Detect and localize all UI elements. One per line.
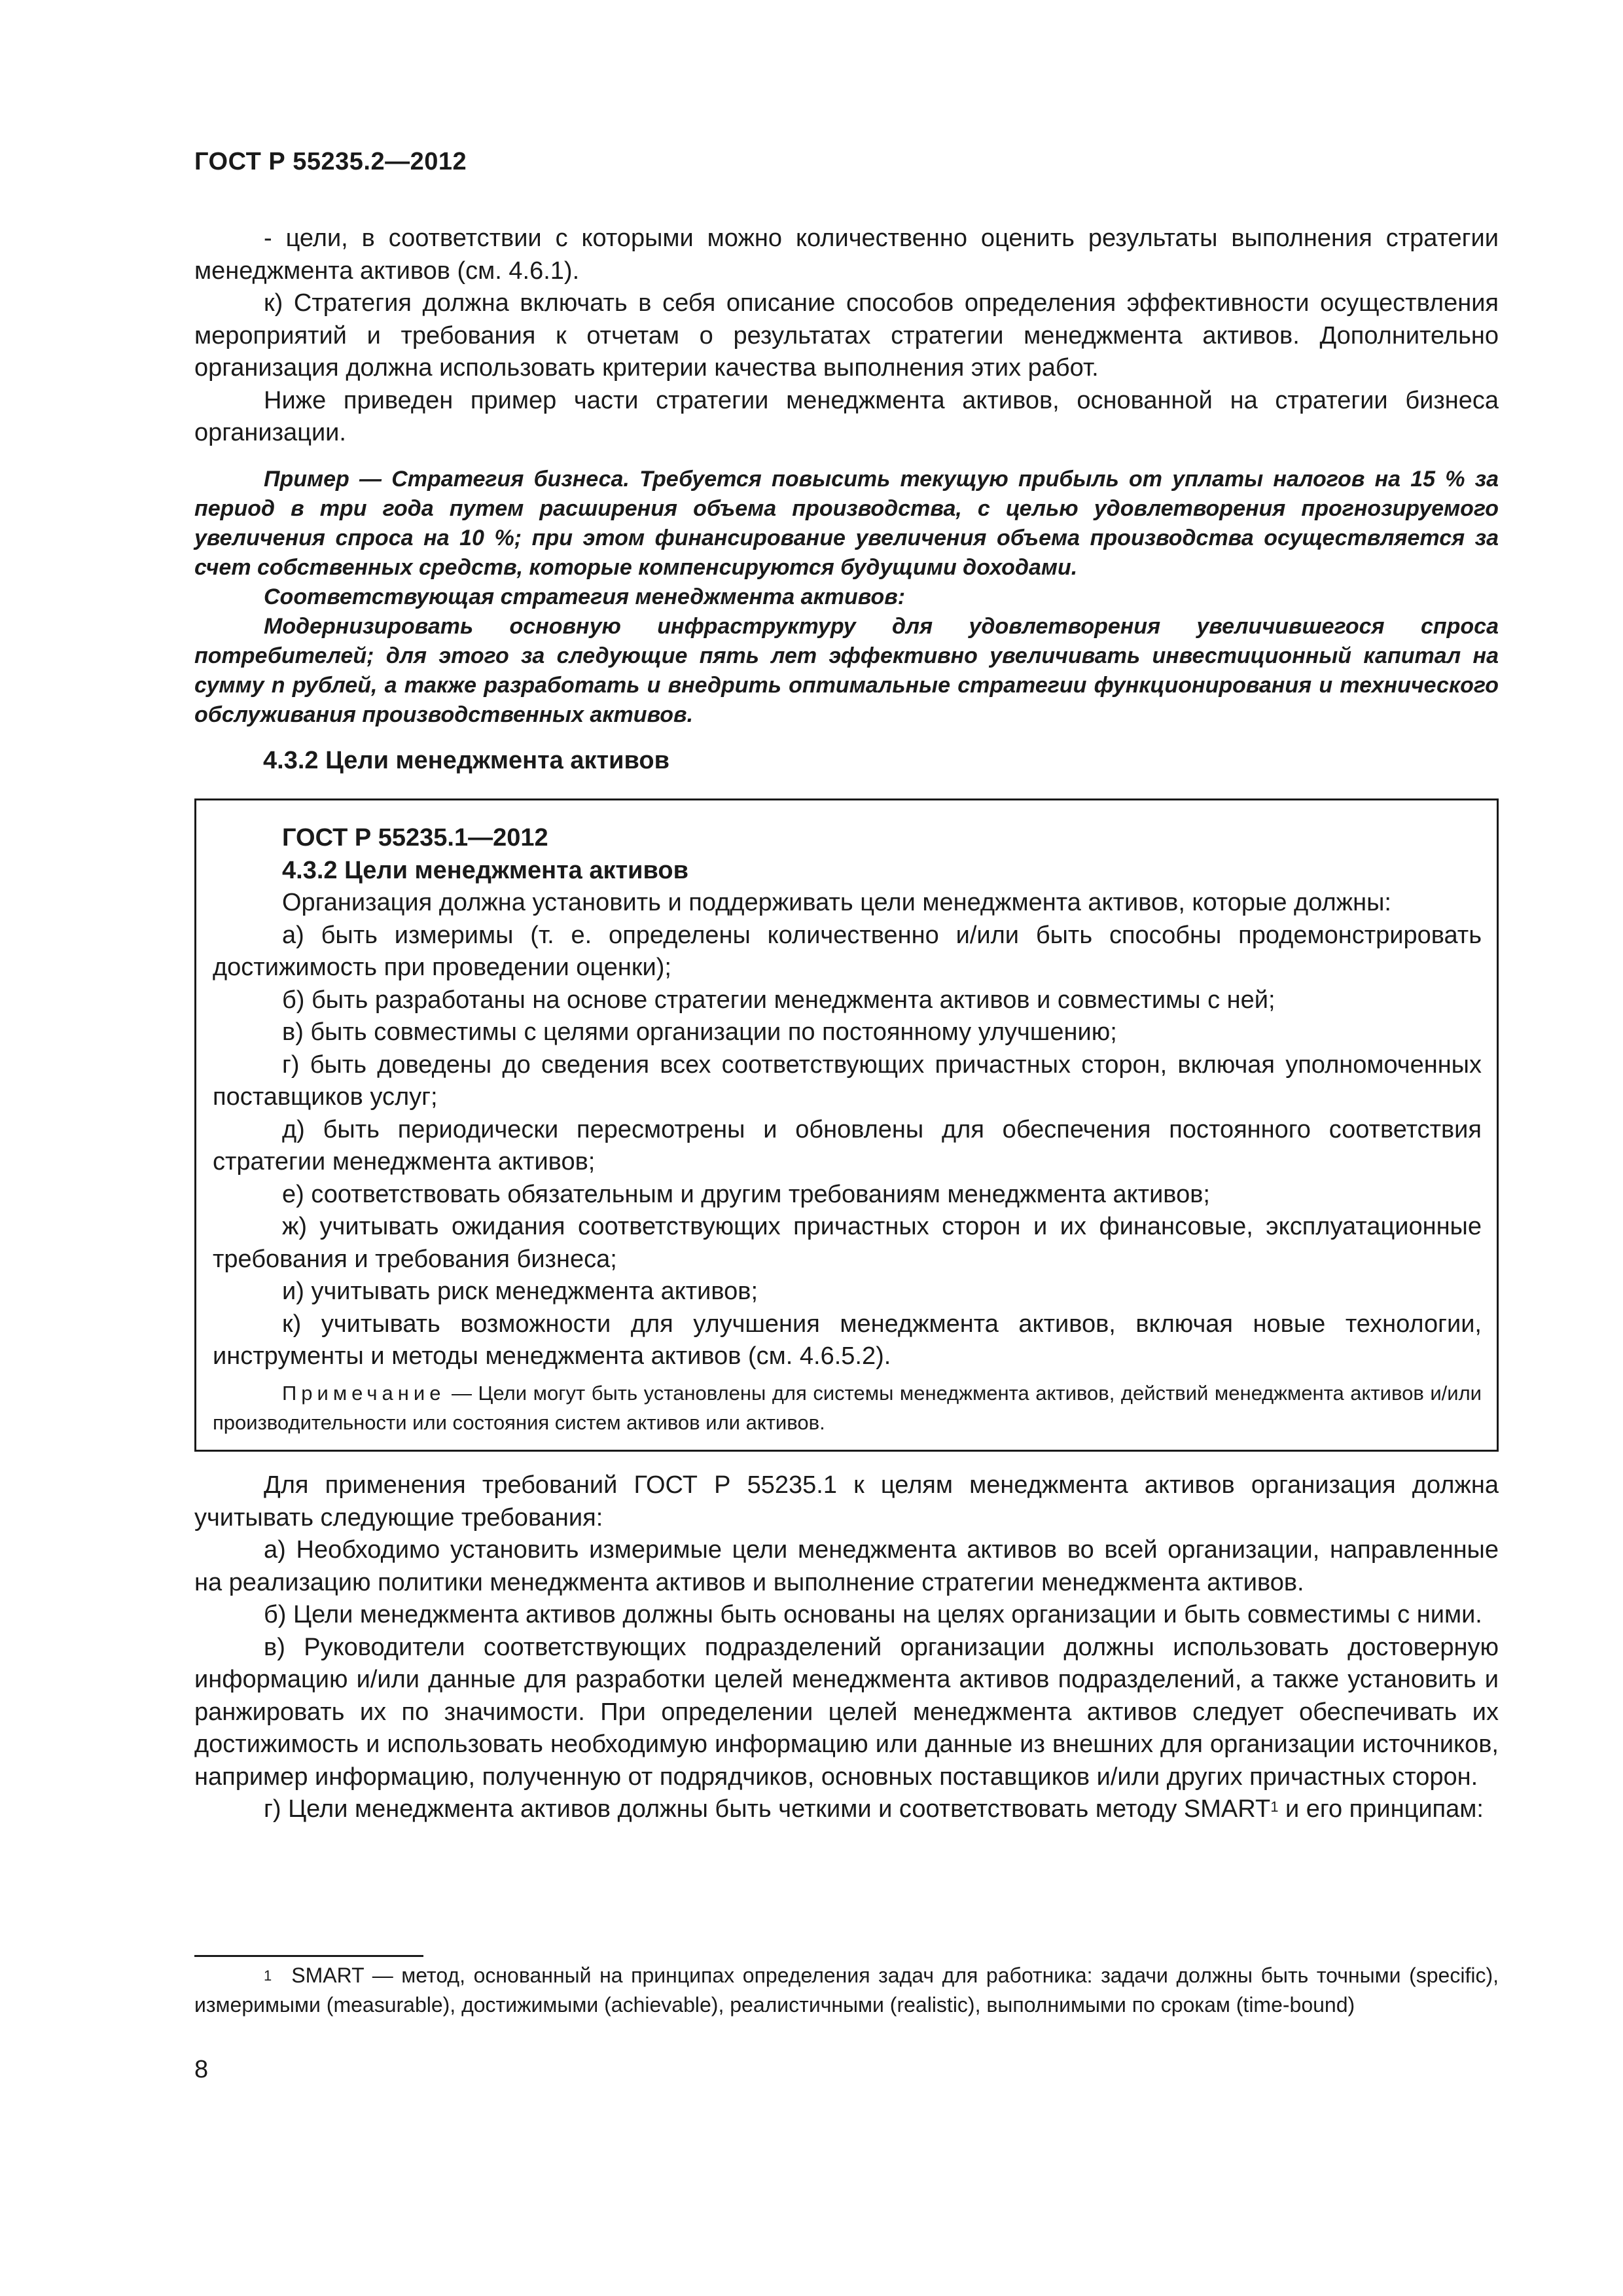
box-item: в) быть совместимы с целями организации по постоянному улучшению; xyxy=(282,1018,1117,1046)
intro-paragraph-1: - цели, в соответствии с которыми можно количественно оценить результаты выполнения стратегии менеджмента активов (см. 4.6.1). xyxy=(194,224,1499,285)
box-ref-heading: 4.3.2 Цели менеджмента активов xyxy=(282,856,688,884)
intro-paragraph-3: Ниже приведен пример части стратегии менеджмента активов, основанной на стратегии бизнеса организации. xyxy=(194,386,1499,446)
requirements-p5-tail: и его принципам: xyxy=(1278,1795,1484,1823)
intro-paragraph-2: к) Стратегия должна включать в себя описание способов определения эффективности осуществления мероприятий и требования к отчетам о результатах стратегии менеджмента активов. Дополнительно организация должна использовать критерии качества выполнения этих работ. xyxy=(194,289,1499,382)
box-item: Организация должна установить и поддерживать цели менеджмента активов, которые должны: xyxy=(282,889,1391,916)
reference-box xyxy=(194,798,1499,1452)
requirements-paragraph-1: Для применения требований ГОСТ Р 55235.1 к целям менеджмента активов организация должна учитывать следующие требования: xyxy=(194,1471,1499,1532)
requirements-p5-main: г) Цели менеджмента активов должны быть четкими и соответствовать методу SMART xyxy=(264,1795,1271,1823)
requirements-text xyxy=(194,1469,1499,1826)
note-label: Примечание xyxy=(282,1381,446,1405)
page-number: 8 xyxy=(194,2056,209,2083)
box-item: д) быть периодически пересмотрены и обновлены для обеспечения постоянного соответствия стратегии менеджмента активов; xyxy=(213,1115,1482,1175)
requirements-paragraph-5 xyxy=(194,1793,1499,1826)
section-heading: 4.3.2 Цели менеджмента активов xyxy=(263,747,669,774)
box-item: е) соответствовать обязательным и другим требованиям менеджмента активов; xyxy=(282,1180,1210,1208)
example-paragraph-2: Соответствующая стратегия менеджмента активов: xyxy=(264,584,906,609)
footnote-divider xyxy=(194,1955,423,1957)
standard-header: ГОСТ Р 55235.2—2012 xyxy=(194,148,467,175)
box-item: и) учитывать риск менеджмента активов; xyxy=(282,1278,758,1305)
box-note xyxy=(213,1378,1482,1437)
box-ref-standard: ГОСТ Р 55235.1—2012 xyxy=(282,824,548,852)
box-item: ж) учитывать ожидания соответствующих причастных сторон и их финансовые, эксплуатационные требования и требования бизнеса; xyxy=(213,1213,1482,1273)
footnote-mark: 1 xyxy=(264,1967,272,1984)
reference-box-content xyxy=(213,822,1482,1437)
box-item: г) быть доведены до сведения всех соответствующих причастных сторон, включая уполномоченных поставщиков услуг; xyxy=(213,1050,1482,1111)
box-item: б) быть разработаны на основе стратегии менеджмента активов и совместимы с ней; xyxy=(282,986,1275,1014)
requirements-paragraph-3: б) Цели менеджмента активов должны быть основаны на целях организации и быть совместимы с ними. xyxy=(264,1601,1482,1628)
example-paragraph-1: Пример — Стратегия бизнеса. Требуется повысить текущую прибыль от уплаты налогов на 15 % за период в три года путем расширения объема производства, с целью удовлетворения прогнозируемого увеличения спроса на 10 %; при этом финансирование увеличения объема производства осуществляется за счет собственных средств, которые компенсируются будущими доходами. xyxy=(194,467,1499,580)
footnote-text: SMART — метод, основанный на принципах определения задач для работника: задачи должны быть точными (specific), измеримыми (measurable), достижимыми (achievable), реалистичными (realistic), выполнимыми по срокам (time-bound) xyxy=(194,1964,1499,2017)
requirements-paragraph-2: а) Необходимо установить измеримые цели менеджмента активов во всей организации, направленные на реализацию политики менеджмента активов и выполнение стратегии менеджмента активов. xyxy=(194,1536,1499,1596)
intro-text xyxy=(194,223,1499,450)
footnote-paragraph xyxy=(194,1961,1499,2020)
box-item: к) учитывать возможности для улучшения менеджмента активов, включая новые технологии, инструменты и методы менеджмента активов (см. 4.6.5.2). xyxy=(213,1310,1482,1370)
example-paragraph-3: Модернизировать основную инфраструктуру для удовлетворения увеличившегося спроса потребителей; для этого за следующие пять лет эффективно увеличивать инвестиционный капитал на сумму n рублей, а также разработать и внедрить оптимальные стратегии функционирования и технического обслуживания производственных активов. xyxy=(194,614,1499,727)
footnote xyxy=(194,1961,1499,2020)
box-item: а) быть измеримы (т. е. определены количественно и/или быть способны продемонстрировать достижимость при проведении оценки); xyxy=(213,921,1482,981)
footnote-reference[interactable]: 1 xyxy=(1270,1799,1279,1815)
example-block xyxy=(194,465,1499,730)
note-text: — Цели могут быть установлены для системы менеджмента активов, действий менеджмента активов и/или производительности или состояния систем активов или активов. xyxy=(213,1381,1482,1434)
requirements-paragraph-4: в) Руководители соответствующих подразделений организации должны использовать достоверную информацию и/или данные для разработки целей менеджмента активов подразделений, а также установить и ранжировать их по значимости. При определении целей менеджмента активов следует обеспечивать их достижимость и использовать необходимую информацию или данные из внешних для организации источников, например информацию, полученную от подрядчиков, основных поставщиков и/или других причастных сторон. xyxy=(194,1633,1499,1791)
